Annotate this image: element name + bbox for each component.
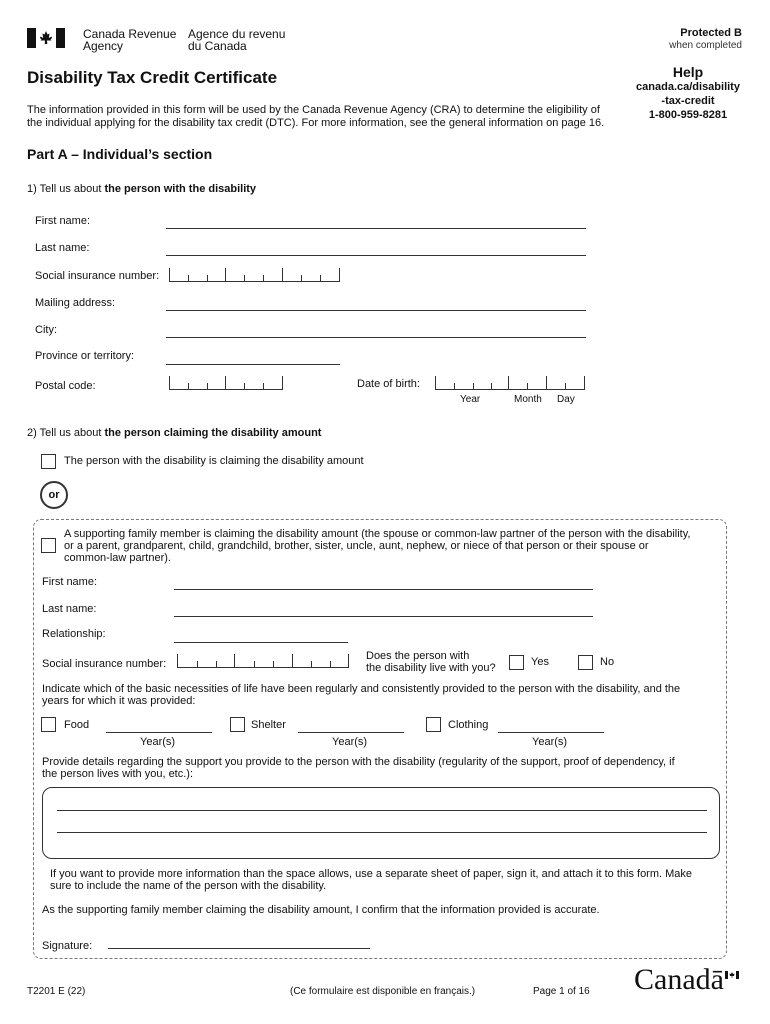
family-claim-line-3: common-law partner). <box>64 552 171 564</box>
clothing-label: Clothing <box>448 719 489 731</box>
family-sin-field-group-2[interactable] <box>235 654 293 668</box>
clothing-years-field[interactable] <box>498 732 604 733</box>
support-details-textarea[interactable] <box>42 787 720 859</box>
sin-field-group-1[interactable] <box>169 268 226 282</box>
family-sin-label: Social insurance number: <box>42 658 167 670</box>
dob-label: Date of birth: <box>357 378 420 390</box>
agency-fr-line-1: Agence du revenu <box>188 27 286 41</box>
dob-month-field[interactable] <box>509 376 547 390</box>
q2-prefix: 2) Tell us about <box>27 427 105 439</box>
last-name-field[interactable] <box>166 255 586 256</box>
self-claim-label: The person with the disability is claiming the disability amount <box>64 455 364 467</box>
clothing-checkbox[interactable] <box>426 717 441 732</box>
agency-en-line-1: Canada Revenue <box>83 27 177 41</box>
mailing-address-field[interactable] <box>166 310 586 311</box>
when-completed-label: when completed <box>669 40 742 51</box>
agency-name-en <box>83 28 176 52</box>
signature-field[interactable] <box>108 948 370 949</box>
details-line-field-1 <box>57 810 707 811</box>
shelter-years-field[interactable] <box>298 732 404 733</box>
food-years-label: Year(s) <box>140 736 176 748</box>
dob-day-field[interactable] <box>547 376 585 390</box>
maple-leaf-icon <box>27 28 65 48</box>
dob-year-label: Year <box>460 394 481 405</box>
dob-year-field[interactable] <box>435 376 509 390</box>
postal-code-field-1[interactable] <box>169 376 226 390</box>
or-badge: or <box>40 481 68 509</box>
shelter-years-label: Year(s) <box>332 736 368 748</box>
live-with-no-checkbox[interactable] <box>578 655 593 670</box>
relationship-label: Relationship: <box>42 628 106 640</box>
first-name-field[interactable] <box>166 228 586 229</box>
help-url-line-1[interactable]: canada.ca/disability <box>636 81 740 93</box>
family-sin-field-group-3[interactable] <box>293 654 349 668</box>
province-field[interactable] <box>166 364 340 365</box>
family-last-name-field[interactable] <box>174 616 593 617</box>
live-with-no-label: No <box>600 656 615 668</box>
page-title: Disability Tax Credit Certificate <box>27 68 278 87</box>
question-1 <box>27 183 256 195</box>
family-first-name-field[interactable] <box>174 589 593 590</box>
family-last-name-label: Last name: <box>42 603 97 615</box>
intro-line-1: The information provided in this form will be used by the Canada Revenue Agency (CRA) to determine the eligibility of <box>27 104 600 116</box>
necessities-line-2: years for which it was provided: <box>42 695 196 707</box>
signature-label: Signature: <box>42 940 93 952</box>
necessities-line-1: Indicate which of the basic necessities of life have been regularly and consistently provided to the person with the disability, and the <box>42 683 681 695</box>
province-label: Province or territory: <box>35 350 135 362</box>
postal-code-field-2[interactable] <box>226 376 283 390</box>
agency-en-line-2: Agency <box>83 39 124 53</box>
details-line-2: the person lives with you, etc.): <box>42 768 194 780</box>
more-info-line-2: sure to include the name of the person with the disability. <box>50 880 327 892</box>
family-claim-line-2: or a parent, grandparent, child, grandchild, brother, sister, uncle, aunt, nephew, or niece of that person or their spouse or <box>64 540 649 552</box>
postal-code-label: Postal code: <box>35 380 96 392</box>
family-claim-line-1: A supporting family member is claiming the disability amount (the spouse or common-law partner of the person with the disability, <box>64 528 691 540</box>
sin-field-group-2[interactable] <box>226 268 283 282</box>
help-url-line-2[interactable]: -tax-credit <box>661 95 715 107</box>
canada-flag-logo <box>27 28 65 48</box>
food-checkbox[interactable] <box>41 717 56 732</box>
live-with-line-1: Does the person with <box>366 650 470 662</box>
confirm-statement: As the supporting family member claiming the disability amount, I confirm that the information provided is accurate. <box>42 904 600 916</box>
details-line-1: Provide details regarding the support you provide to the person with the disability (regularity of the support, proof of dependency, if <box>42 756 675 768</box>
sin-label: Social insurance number: <box>35 270 160 282</box>
live-with-line-2: the disability live with you? <box>366 662 496 674</box>
q1-prefix: 1) Tell us about <box>27 183 105 195</box>
dob-month-label: Month <box>514 394 542 405</box>
clothing-years-label: Year(s) <box>532 736 568 748</box>
intro-line-2: the individual applying for the disability tax credit (DTC). For more information, see the general information on page 16. <box>27 117 605 129</box>
sin-field-group-3[interactable] <box>283 268 340 282</box>
wordmark-flag-icon <box>725 966 739 974</box>
agency-fr-line-2: du Canada <box>188 39 247 53</box>
family-member-section <box>33 519 727 959</box>
q1-bold: the person with the disability <box>104 183 257 195</box>
relationship-field[interactable] <box>174 642 348 643</box>
city-label: City: <box>35 324 57 336</box>
family-claim-checkbox[interactable] <box>41 538 56 553</box>
food-years-field[interactable] <box>106 732 212 733</box>
live-with-yes-label: Yes <box>531 656 549 668</box>
first-name-label: First name: <box>35 215 91 227</box>
part-a-heading: Part A – Individual’s section <box>27 146 213 162</box>
self-claim-checkbox[interactable] <box>41 454 56 469</box>
more-info-line-1: If you want to provide more information than the space allows, use a separate sheet of paper, sign it, and attach it to this form. Make <box>50 868 693 880</box>
dob-day-label: Day <box>557 394 575 405</box>
city-field[interactable] <box>166 337 586 338</box>
family-sin-field-group-1[interactable] <box>177 654 235 668</box>
family-first-name-label: First name: <box>42 576 98 588</box>
question-2 <box>27 427 321 439</box>
shelter-checkbox[interactable] <box>230 717 245 732</box>
help-title: Help <box>672 64 704 80</box>
form-code: T2201 E (22) <box>27 986 86 997</box>
help-phone: 1-800-959-8281 <box>648 109 728 121</box>
help-box <box>628 64 748 122</box>
q2-bold: the person claiming the disability amount <box>104 427 322 439</box>
canada-wordmark: Canadā <box>634 963 724 996</box>
last-name-label: Last name: <box>35 242 90 254</box>
shelter-label: Shelter <box>251 719 286 731</box>
page-number: Page 1 of 16 <box>533 986 590 997</box>
details-line-field-2 <box>57 832 707 833</box>
agency-name-fr <box>188 28 285 52</box>
live-with-yes-checkbox[interactable] <box>509 655 524 670</box>
food-label: Food <box>64 719 90 731</box>
mailing-address-label: Mailing address: <box>35 297 116 309</box>
protected-b-label: Protected B <box>680 27 742 39</box>
french-availability: (Ce formulaire est disponible en français.) <box>290 986 476 997</box>
